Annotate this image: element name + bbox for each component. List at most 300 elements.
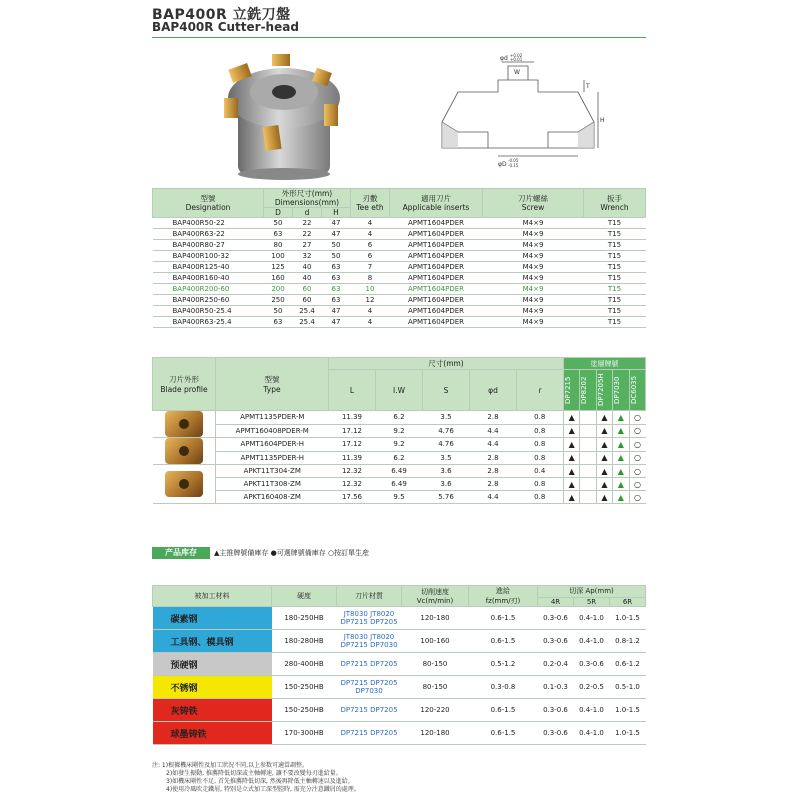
cell-r: 0.8 [517,438,564,452]
cell-type: APMT1604PDER-H [216,438,329,452]
cell-grade-line-2: DP7215 DP7205 [340,618,398,626]
cell-5r: 0.4-1.0 [574,607,610,630]
cell-phid: 2.8 [470,465,517,478]
cell-screw: M4×9 [483,306,584,317]
table-row [153,295,646,306]
table-row [153,465,646,478]
cell-4r: 0.3-0.6 [538,607,574,630]
cell-r: 0.4 [517,465,564,478]
th-blade-profile: 刀片外形 Blade profile [153,358,216,411]
cell-6r: 1.0-1.5 [610,699,646,722]
insert-picture [165,471,203,497]
cell-grade-line-1: DP7215 DP7205 [340,729,398,737]
cell-grade-3: ▲ [596,451,612,465]
cell-grade-5: ○ [629,451,645,465]
cell-material: 灰铸铁 [153,699,272,722]
insert-hole [179,419,189,429]
cell-insert: APMT1604PDER [390,218,483,229]
cell-screw: M4×9 [483,251,584,262]
cell-d-outer: 250 [264,295,293,306]
insert-spec-table [152,357,646,504]
cell-height: 63 [322,284,351,295]
table-row [153,491,646,504]
cell-screw: M4×9 [483,317,584,328]
drawing-tol-d-top: +0.02 [510,53,523,58]
cell-r: 0.8 [517,478,564,491]
cell-designation: BAP400R250-60 [153,295,264,306]
cell-grade-1: ▲ [564,465,580,478]
cell-feed: 0.6-1.5 [469,607,538,630]
table-row [153,273,646,284]
cell-hardness: 150-250HB [272,676,337,699]
cell-grade-line-1: JT8030 JT8020 [343,610,395,618]
th-hardness: 硬度 [272,586,337,607]
cell-grade [337,607,402,630]
cell-material: 碳素钢 [153,607,272,630]
cell-insert: APMT1604PDER [390,284,483,295]
cell-iw: 9.5 [376,491,423,504]
cell-grade-1: ▲ [564,491,580,504]
cell-r: 0.8 [517,451,564,465]
cell-speed: 80-150 [402,653,469,676]
th-size: 尺寸(mm) [329,358,564,370]
cell-grade-4: ▲ [613,451,629,465]
th-phid: φd [470,370,517,411]
cell-s: 4.76 [423,424,470,438]
cell-6r: 0.5-1.0 [610,676,646,699]
cell-iw: 9.2 [376,424,423,438]
cell-grade-5: ○ [629,465,645,478]
insert-picture [165,438,203,464]
cell-d-bore: 32 [293,251,322,262]
cell-feed: 0.6-1.5 [469,699,538,722]
cell-grade-1: ▲ [564,451,580,465]
cell-designation: BAP400R80-27 [153,240,264,251]
cell-s: 3.6 [423,465,470,478]
cell-wrench: T15 [584,273,646,284]
cell-speed: 100-160 [402,630,469,653]
insert-image-2 [153,438,216,465]
cell-insert: APMT1604PDER [390,306,483,317]
th-bigd: D [264,208,293,218]
cell-insert: APMT1604PDER [390,240,483,251]
cell-teeth: 12 [351,295,390,306]
cell-r: 0.8 [517,411,564,425]
cell-screw: M4×9 [483,262,584,273]
cell-grade-5: ○ [629,411,645,425]
cell-d-outer: 50 [264,218,293,229]
cell-speed: 120-180 [402,722,469,745]
drawing-tol-bigd-bot: -0.15 [508,163,519,168]
cell-grade-1: ▲ [564,438,580,452]
cell-iw: 6.2 [376,451,423,465]
cell-designation: BAP400R160-40 [153,273,264,284]
cell-feed: 0.6-1.5 [469,630,538,653]
th-dimensions: 外形尺寸(mm) Dimensions(mm) [264,189,351,208]
cell-grade-2 [580,478,596,491]
th-depth: 切深 Ap(mm) [538,586,646,598]
cell-teeth: 10 [351,284,390,295]
cutter-head-drawing [428,52,614,170]
cell-speed: 120-180 [402,607,469,630]
table-row [153,699,646,722]
th-type: 型號 Type [216,358,329,411]
cell-5r: 0.2-0.5 [574,676,610,699]
cell-grade-5: ○ [629,438,645,452]
th-h: H [322,208,351,218]
cell-wrench: T15 [584,306,646,317]
cell-insert: APMT1604PDER [390,229,483,240]
notes [152,762,360,794]
cell-4r: 0.3-0.6 [538,699,574,722]
cell-screw: M4×9 [483,284,584,295]
cell-d-bore: 25.4 [293,306,322,317]
cell-wrench: T15 [584,262,646,273]
cell-height: 50 [322,251,351,262]
cell-l: 12.32 [329,465,376,478]
stock-badge: 产品库存 [152,547,210,559]
th-l: L [329,370,376,411]
cell-6r: 1.0-1.5 [610,722,646,745]
th-grade-1: DP7215 [564,370,580,411]
cell-grade [337,699,402,722]
cell-l: 17.12 [329,424,376,438]
cell-grade [337,653,402,676]
cell-grade-5: ○ [629,491,645,504]
drawing-label-d: φd [500,55,508,62]
cell-phid: 4.4 [470,424,517,438]
cell-screw: M4×9 [483,229,584,240]
th-feed: 進給 fz(mm/刃) [469,586,538,607]
table-row [153,218,646,229]
table-row [153,306,646,317]
cell-d-bore: 27 [293,240,322,251]
th-6r: 6R [610,597,646,606]
cell-teeth: 6 [351,251,390,262]
th-grade-2: DP8202 [580,370,596,411]
cell-speed: 120-220 [402,699,469,722]
cell-feed: 0.6-1.5 [469,722,538,745]
page-title-en: BAP400R Cutter-head [152,20,299,34]
th-iw: I.W [376,370,423,411]
insert-hole [179,446,189,456]
insert-image-3 [153,465,216,504]
cell-d-bore: 60 [293,284,322,295]
cell-insert: APMT1604PDER [390,273,483,284]
table-row [153,676,646,699]
cell-type: APKT11T304-ZM [216,465,329,478]
cell-hardness: 180-280HB [272,630,337,653]
cell-height: 47 [322,317,351,328]
cell-iw: 6.49 [376,465,423,478]
cell-height: 47 [322,306,351,317]
cell-designation: BAP400R125-40 [153,262,264,273]
cell-r: 0.8 [517,491,564,504]
cell-d-outer: 125 [264,262,293,273]
page-title-cn: BAP400R 立銑刀盤 [152,7,291,23]
drawing-label-t: T [586,83,590,90]
cell-5r: 0.4-1.0 [574,722,610,745]
cell-s: 3.5 [423,451,470,465]
table-row [153,722,646,745]
note-4: 4)使用冷風吹走鐵屑, 特别是立式加工深型腔時, 需充分注意鐵屑的處理。 [166,786,360,793]
cell-d-bore: 22 [293,229,322,240]
cell-l: 12.32 [329,478,376,491]
cell-teeth: 4 [351,218,390,229]
cell-iw: 6.2 [376,411,423,425]
cell-grade-5: ○ [629,424,645,438]
cell-l: 11.39 [329,451,376,465]
cell-6r: 1.0-1.5 [610,607,646,630]
cell-grade-4: ▲ [613,478,629,491]
cell-wrench: T15 [584,295,646,306]
cell-screw: M4×9 [483,295,584,306]
cell-iw: 6.49 [376,478,423,491]
cell-speed: 80-150 [402,676,469,699]
cell-type: APKT11T308-ZM [216,478,329,491]
cell-grade [337,676,402,699]
cell-s: 3.5 [423,411,470,425]
cell-insert: APMT1604PDER [390,317,483,328]
cell-teeth: 4 [351,229,390,240]
cell-material: 不锈钢 [153,676,272,699]
cell-d-outer: 200 [264,284,293,295]
cell-l: 17.56 [329,491,376,504]
cell-grade-4: ▲ [613,465,629,478]
cell-grade-2 [580,411,596,425]
th-grade-5: DC6035 [629,370,645,411]
th-smalld: d [293,208,322,218]
table-row [153,438,646,452]
title-divider [152,37,646,38]
cell-4r: 0.1-0.3 [538,676,574,699]
table-row [153,411,646,425]
drawing-label-bigd: φD [498,161,507,168]
cell-d-outer: 100 [264,251,293,262]
note-2: 2)如發生振動, 推薦降低切深或主軸轉速, 讓不要改變每刃進給量。 [166,770,342,777]
cell-height: 47 [322,229,351,240]
cell-designation: BAP400R100-32 [153,251,264,262]
cell-d-outer: 160 [264,273,293,284]
cell-grade-3: ▲ [596,424,612,438]
cell-insert: APMT1604PDER [390,262,483,273]
cell-d-bore: 25.4 [293,317,322,328]
cell-material: 球墨铸铁 [153,722,272,745]
cell-designation: BAP400R63-22 [153,229,264,240]
cell-r: 0.8 [517,424,564,438]
cell-l: 17.12 [329,438,376,452]
cell-4r: 0.2-0.4 [538,653,574,676]
cell-grade-3: ▲ [596,478,612,491]
cell-teeth: 4 [351,306,390,317]
cell-s: 5.76 [423,491,470,504]
cell-wrench: T15 [584,218,646,229]
table-row [153,251,646,262]
cell-d-bore: 40 [293,273,322,284]
cell-hardness: 170-300HB [272,722,337,745]
cell-grade-2 [580,424,596,438]
th-screw: 刀片螺絲 Screw [483,189,584,218]
drawing-label-h: H [600,117,605,124]
cell-height: 63 [322,295,351,306]
cell-s: 4.76 [423,438,470,452]
insert-hole [179,479,189,489]
stock-legend: ▲主推牌號備庫存 ●可選牌號備庫存 ○按訂單生産 [214,549,370,557]
th-r: r [517,370,564,411]
cell-designation: BAP400R50-22 [153,218,264,229]
table-row [153,424,646,438]
cell-hardness: 150-250HB [272,699,337,722]
cell-grade-4: ▲ [613,424,629,438]
cell-grade [337,630,402,653]
table-row [153,262,646,273]
cell-designation: BAP400R50-25.4 [153,306,264,317]
cell-material: 预硬钢 [153,653,272,676]
table-row [153,607,646,630]
cell-grade-line-1: DP7215 DP7205 [340,660,398,668]
cell-screw: M4×9 [483,273,584,284]
th-5r: 5R [574,597,610,606]
cell-hardness: 180-250HB [272,607,337,630]
cell-6r: 0.8-1.2 [610,630,646,653]
cell-s: 3.6 [423,478,470,491]
table-row [153,240,646,251]
th-grade: 刀片材質 [337,586,402,607]
cell-grade-2 [580,451,596,465]
cell-5r: 0.4-1.0 [574,630,610,653]
cell-type: APMT1135PDER-H [216,451,329,465]
cell-wrench: T15 [584,240,646,251]
cell-designation: BAP400R200-60 [153,284,264,295]
cell-feed: 0.5-1.2 [469,653,538,676]
cell-teeth: 7 [351,262,390,273]
th-designation: 型號 Designation [153,189,264,218]
cell-feed: 0.3-0.8 [469,676,538,699]
cell-d-bore: 60 [293,295,322,306]
th-wrench: 扳手 Wrench [584,189,646,218]
cell-grade-3: ▲ [596,411,612,425]
cell-type: APMT1135PDER-M [216,411,329,425]
cell-grade-5: ○ [629,478,645,491]
cell-height: 63 [322,273,351,284]
note-3: 3)如機床剛性不足, 首先推薦降低切深, 然後再降低主軸轉速以及進給。 [166,778,354,785]
drawing-label-w: W [514,69,520,76]
th-material: 被加工材料 [153,586,272,607]
cutter-head-photo [224,48,342,180]
cell-phid: 2.8 [470,411,517,425]
cell-hardness: 280-400HB [272,653,337,676]
cell-grade-line-1: DP7215 DP7205 [340,679,398,687]
insert-image-1 [153,411,216,438]
cell-grade-line-1: DP7215 DP7205 [340,706,398,714]
cell-6r: 0.6-1.2 [610,653,646,676]
th-grades: 塗層牌號 [564,358,646,370]
cell-wrench: T15 [584,251,646,262]
table-row [153,653,646,676]
cell-grade-3: ▲ [596,465,612,478]
cell-phid: 2.8 [470,451,517,465]
cell-grade-4: ▲ [613,491,629,504]
cutting-params-table [152,585,646,745]
cell-phid: 2.8 [470,478,517,491]
cell-grade-1: ▲ [564,478,580,491]
cell-phid: 4.4 [470,438,517,452]
cell-designation: BAP400R63-25.4 [153,317,264,328]
cell-grade-line-2: DP7215 DP7030 [340,641,398,649]
cell-iw: 9.2 [376,438,423,452]
cell-5r: 0.4-1.0 [574,699,610,722]
cell-4r: 0.3-0.6 [538,630,574,653]
table-row [153,451,646,465]
insert-picture [165,411,203,437]
cell-teeth: 6 [351,240,390,251]
th-teeth: 刃數 Tee eth [351,189,390,218]
note-1: 注: 1)根據機床剛性及加工狀況不同,以上参数可適當調整。 [152,762,308,769]
cell-grade-1: ▲ [564,424,580,438]
cutter-spec-table [152,188,646,328]
drawing-tol-d-bot: +0.01 [510,57,523,62]
cell-grade [337,722,402,745]
cell-teeth: 4 [351,317,390,328]
cell-insert: APMT1604PDER [390,251,483,262]
cell-5r: 0.3-0.6 [574,653,610,676]
cell-height: 50 [322,240,351,251]
cell-grade-line-1: JT8030 JT8020 [343,633,395,641]
cell-grade-2 [580,491,596,504]
cell-teeth: 8 [351,273,390,284]
cell-d-outer: 63 [264,317,293,328]
cell-d-bore: 40 [293,262,322,273]
cell-screw: M4×9 [483,240,584,251]
table-row [153,317,646,328]
cell-screw: M4×9 [483,218,584,229]
th-inserts: 適用刀片 Applicable inserts [390,189,483,218]
cell-grade-1: ▲ [564,411,580,425]
th-speed: 切削速度 Vc(m/min) [402,586,469,607]
table-row [153,229,646,240]
cell-phid: 4.4 [470,491,517,504]
th-4r: 4R [538,597,574,606]
th-grade-4: DP7030 [613,370,629,411]
cell-wrench: T15 [584,317,646,328]
cell-grade-3: ▲ [596,438,612,452]
cell-wrench: T15 [584,284,646,295]
cell-d-bore: 22 [293,218,322,229]
cell-grade-4: ▲ [613,438,629,452]
cell-wrench: T15 [584,229,646,240]
cell-type: APKT160408-ZM [216,491,329,504]
th-s: S [423,370,470,411]
drawing-tol-bigd-top: -0.05 [508,158,519,163]
cell-material: 工具钢、模具钢 [153,630,272,653]
cell-grade-line-2: DP7030 [355,687,383,695]
cell-type: APMT160408PDER-M [216,424,329,438]
cell-grade-3: ▲ [596,491,612,504]
cell-d-outer: 63 [264,229,293,240]
cell-d-outer: 50 [264,306,293,317]
cell-height: 47 [322,218,351,229]
cell-grade-2 [580,438,596,452]
cell-4r: 0.3-0.6 [538,722,574,745]
table-row [153,284,646,295]
cell-grade-4: ▲ [613,411,629,425]
cell-d-outer: 80 [264,240,293,251]
cell-height: 63 [322,262,351,273]
cell-grade-2 [580,465,596,478]
table-row [153,630,646,653]
th-grade-3: DP7205H [596,370,612,411]
cell-insert: APMT1604PDER [390,295,483,306]
